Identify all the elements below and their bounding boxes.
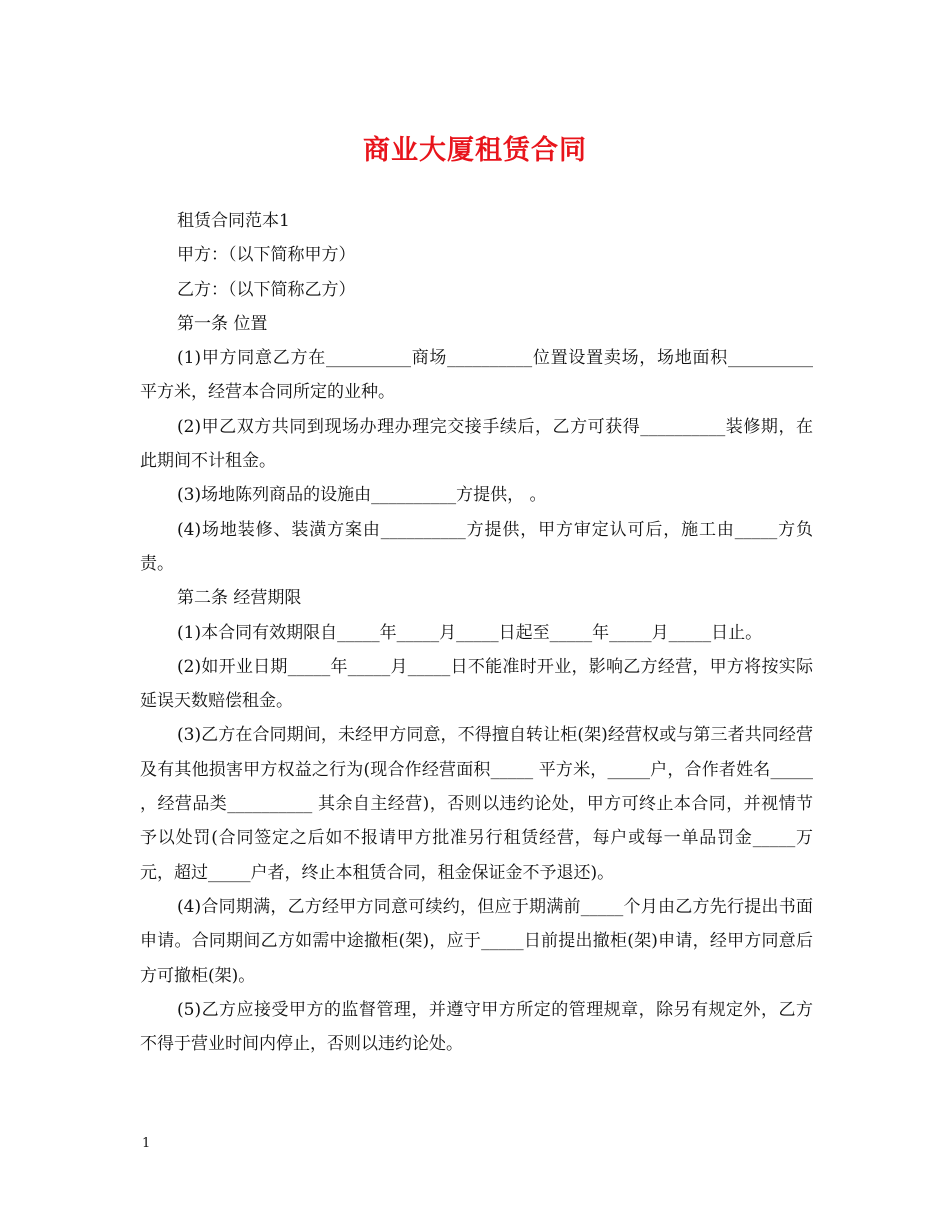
party-b-line: 乙方：（以下简称乙方） — [177, 279, 356, 300]
article-1-clause-2: (2)甲乙双方共同到现场办理办理完交接手续后，乙方可获得__________装修期，在此期间不计租金。 — [140, 416, 813, 472]
article-1-clause-3: (3)场地陈列商品的设施由__________方提供， 。 — [177, 485, 547, 506]
party-a-line: 甲方：（以下简称甲方） — [177, 245, 356, 266]
article-2-clause-2: (2)如开业日期_____年_____月_____日不能准时开业，影响乙方经营，甲方将按实际延误天数赔偿租金。 — [140, 656, 813, 712]
article-2-heading: 第二条 经营期限 — [177, 588, 302, 609]
document-title: 商业大厦租赁合同 — [363, 135, 587, 166]
page-number: 1 — [142, 1136, 151, 1151]
article-1-heading: 第一条 位置 — [177, 313, 268, 334]
article-2-clause-5: (5)乙方应接受甲方的监督管理，并遵守甲方所定的管理规章，除另有规定外，乙方不得于营业时间内停止，否则以违约论处。 — [140, 999, 813, 1055]
article-2-clause-3: (3)乙方在合同期间，未经甲方同意，不得擅自转让柜(架)经营权或与第三者共同经营及有其他损害甲方权益之行为(现合作经营面积_____ 平方米，_____户，合作者姓名_____ ，经营品类__________ 其余自主经营)，否则以违约论处，甲方可终止本合同，并视情节予以处罚(合同签定之后如不报请甲方批准另行租赁经营，每户或每一单品罚金_____万元，超过_____户者，终止本租赁合同，租金保证金不予退还)。 — [140, 725, 813, 883]
document-body — [140, 204, 813, 1061]
contract-template-label: 租赁合同范本1 — [177, 211, 290, 231]
article-1-clause-1: (1)甲方同意乙方在__________商场__________位置设置卖场，场地面积__________平方米，经营本合同所定的业种。 — [140, 348, 813, 403]
article-1-clause-4: (4)场地装修、装潢方案由__________方提供，甲方审定认可后，施工由_____方负责。 — [140, 519, 813, 574]
article-2-clause-1: (1)本合同有效期限自_____年_____月_____日起至_____年_____月_____日止。 — [177, 622, 763, 643]
article-2-clause-4: (4)合同期满，乙方经甲方同意可续约，但应于期满前_____个月由乙方先行提出书面申请。合同期间乙方如需中途撤柜(架)，应于_____日前提出撤柜(架)申请，经甲方同意后方可撤柜(架)。 — [140, 896, 813, 986]
